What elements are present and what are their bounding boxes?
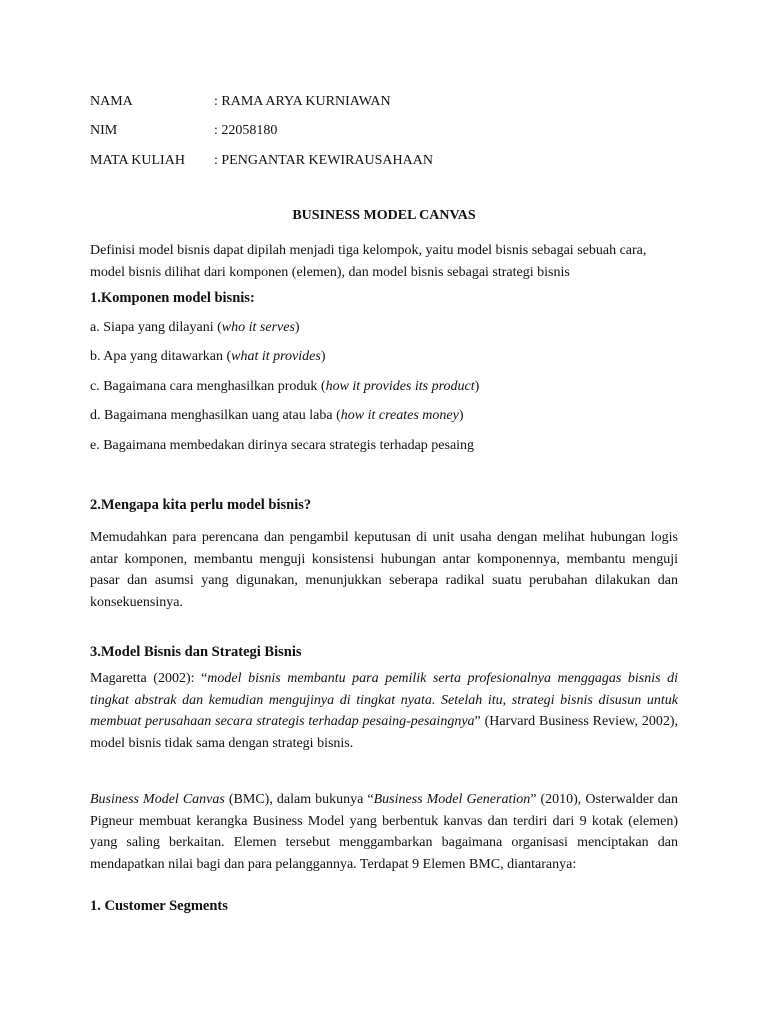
customer-segments-heading: 1. Customer Segments	[90, 898, 228, 914]
section-2-paragraph: Memudahkan para perencana dan pengambil keputusan di unit usaha dengan melihat hubungan logis antar komponen, membantu menguji konsistensi hubungan antar komponennya, membantu menguji pasar dan asumsi yang digunakan, menunjukkan seberapa radikal suatu perubahan dilakukan dan konsekuensinya.	[90, 530, 678, 610]
info-label: MATA KULIAH	[90, 153, 185, 168]
info-value: : 22058180	[214, 123, 278, 138]
info-row-nama	[90, 92, 690, 112]
list-item: b. Apa yang ditawarkan (what it provides)	[90, 349, 326, 364]
list-item: a. Siapa yang dilayani (who it serves)	[90, 320, 300, 335]
list-item: c. Bagaimana cara menghasilkan produk (how it provides its product)	[90, 379, 480, 394]
section-2-heading: 2.Mengapa kita perlu model bisnis?	[90, 497, 312, 513]
info-row-nim	[90, 121, 690, 141]
section-3-heading: 3.Model Bisnis dan Strategi Bisnis	[90, 644, 302, 660]
info-value: : PENGANTAR KEWIRAUSAHAAN	[214, 153, 433, 168]
list-item: e. Bagaimana membedakan dirinya secara strategis terhadap pesaing	[90, 438, 475, 453]
bmc-paragraph: Business Model Canvas (BMC), dalam bukunya “Business Model Generation” (2010), Osterwalder dan Pigneur membuat kerangka Business Model yang berbentuk kanvas dan terdiri dari 9 kotak (elemen) yang saling berkaitan. Elemen tersebut menggambarkan bagaimana organisasi menciptakan dan mendapatkan nilai bagi dan para pelanggannya. Terdapat 9 Elemen BMC, diantaranya:	[90, 792, 679, 872]
info-row-mata-kuliah	[90, 151, 690, 171]
section-3-paragraph: Magaretta (2002): “model bisnis membantu para pemilik serta profesionalnya menggagas bisnis di tingkat abstrak dan kemudian mengujinya di tingkat nyata. Setelah itu, strategi bisnis disusun untuk membuat perusahaan secara strategis terhadap pesaing-pesaingnya” (Harvard Business Review, 2002), model bisnis tidak sama dengan strategi bisnis.	[90, 671, 679, 751]
intro-paragraph: Definisi model bisnis dapat dipilah menjadi tiga kelompok, yaitu model bisnis sebagai sebuah cara, model bisnis dilihat dari komponen (elemen), dan model bisnis sebagai strategi bisnis	[90, 243, 647, 280]
list-item: d. Bagaimana menghasilkan uang atau laba (how it creates money)	[90, 408, 464, 423]
info-label: NIM	[90, 123, 118, 138]
document-title: BUSINESS MODEL CANVAS	[292, 208, 476, 223]
info-value: : RAMA ARYA KURNIAWAN	[214, 94, 391, 109]
info-label: NAMA	[90, 94, 133, 109]
section-1-heading: 1.Komponen model bisnis:	[90, 290, 255, 306]
